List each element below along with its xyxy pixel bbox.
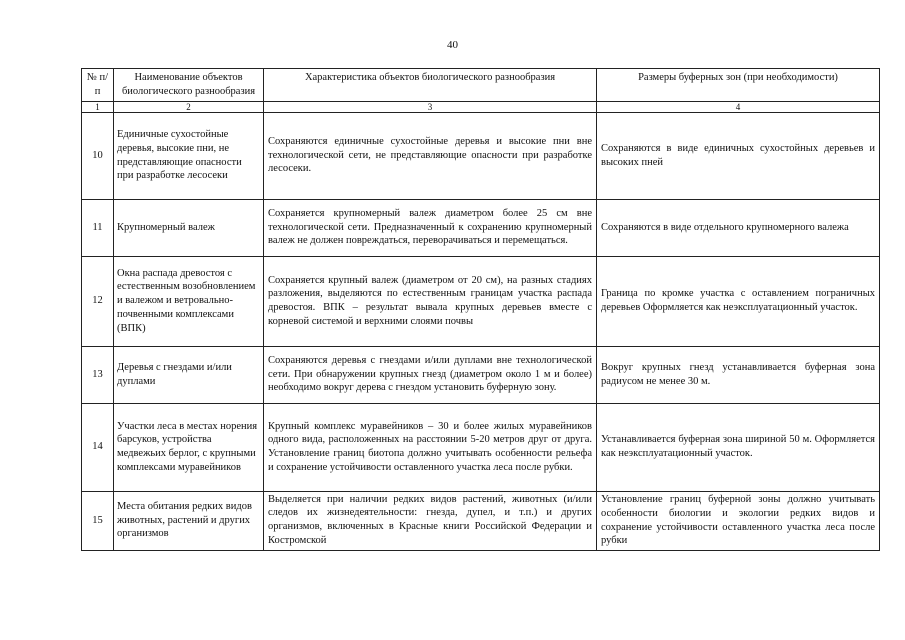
table-row [82,199,880,256]
object-name: Участки леса в местах норения барсуков, устройства медвежьих берлог, с крупными комплексами муравейников [114,403,264,491]
table-row [82,403,880,491]
column-number: 2 [114,101,264,112]
object-characteristic: Крупный комплекс муравейников – 30 и более жилых муравейников одного вида, расположенных на расстоянии 5-20 метров друг от друга. Установление границ биотопа должно учитывать особенности рельефа и сохранение устойчивости оставленного участка леса после рубки. [264,403,597,491]
object-characteristic: Сохраняются единичные сухостойные деревья и высокие пни вне технологической сети, не представляющие опасности при разработке лесосеки. [264,112,597,199]
page-number: 40 [447,39,458,51]
header-characteristic: Характеристика объектов биологического разнообразия [264,69,597,102]
header-buffer-size: Размеры буферных зон (при необходимости) [597,69,880,102]
table-row [82,112,880,199]
table-row [82,256,880,346]
buffer-zone-size: Вокруг крупных гнезд устанавливается буферная зона радиусом не менее 30 м. [597,346,880,403]
row-number: 12 [82,256,114,346]
object-name: Деревья с гнездами и/или дуплами [114,346,264,403]
row-number: 13 [82,346,114,403]
object-characteristic: Сохраняется крупный валеж (диаметром от 20 см), на разных стадиях разложения, выделяются по естественным границам участка распада древостоя. ВПК – результат вывала крупных деревьев вместе с корневой системой и верхними слоями почвы [264,256,597,346]
object-characteristic: Выделяется при наличии редких видов растений, животных (и/или следов их жизнедеятельности: гнезда, дупел, и т.п.) и других организмов, включенных в Красные книги Российской Федерации и Костромской [268,493,592,546]
table-header-row [82,69,880,102]
buffer-zone-size: Установление границ буферной зоны должно учитывать особенности биологии и экологии редких видов и сохранение устойчивости оставленного участка леса после рубки [597,491,880,550]
column-number: 1 [82,101,114,112]
biodiversity-table [81,68,880,551]
table-row [82,491,880,550]
column-number: 3 [264,101,597,112]
table-row [82,346,880,403]
object-name: Крупномерный валеж [114,199,264,256]
object-name: Места обитания редких видов животных, растений и других организмов [114,491,264,550]
buffer-zone-size: Граница по кромке участка с оставлением пограничных деревьев Оформляется как неэксплуатационный участок. [597,256,880,346]
object-characteristic: Сохраняется крупномерный валеж диаметром более 25 см вне технологической сети. Предназначенный к сохранению крупномерный валеж не должен повреждаться, переворачиваться и перемещаться. [264,199,597,256]
object-name: Единичные сухостойные деревья, высокие пни, не представляющие опасности при разработке лесосеки [114,112,264,199]
header-object-name: Наименование объектов биологического разнообразия [114,69,264,102]
buffer-zone-size: Сохраняются в виде отдельного крупномерного валежа [597,199,880,256]
column-number-row [82,101,880,112]
buffer-zone-size: Сохраняются в виде единичных сухостойных деревьев и высоких пней [597,112,880,199]
row-number: 15 [82,491,114,550]
row-number: 14 [82,403,114,491]
header-number: № п/п [82,69,114,102]
row-number: 10 [82,112,114,199]
buffer-zone-size: Устанавливается буферная зона шириной 50 м. Оформляется как неэксплуатационный участок. [597,403,880,491]
row-number: 11 [82,199,114,256]
object-characteristic-cell [264,491,597,550]
object-characteristic: Сохраняются деревья с гнездами и/или дуплами вне технологической сети. При обнаружении крупных гнезд (диаметром около 1 м и более) необходимо вокруг дерева с гнездом установить буферную зону. [264,346,597,403]
object-name: Окна распада древостоя с естественным возобновлением и валежом и ветровально-почвенными комплексами (ВПК) [114,256,264,346]
column-number: 4 [597,101,880,112]
